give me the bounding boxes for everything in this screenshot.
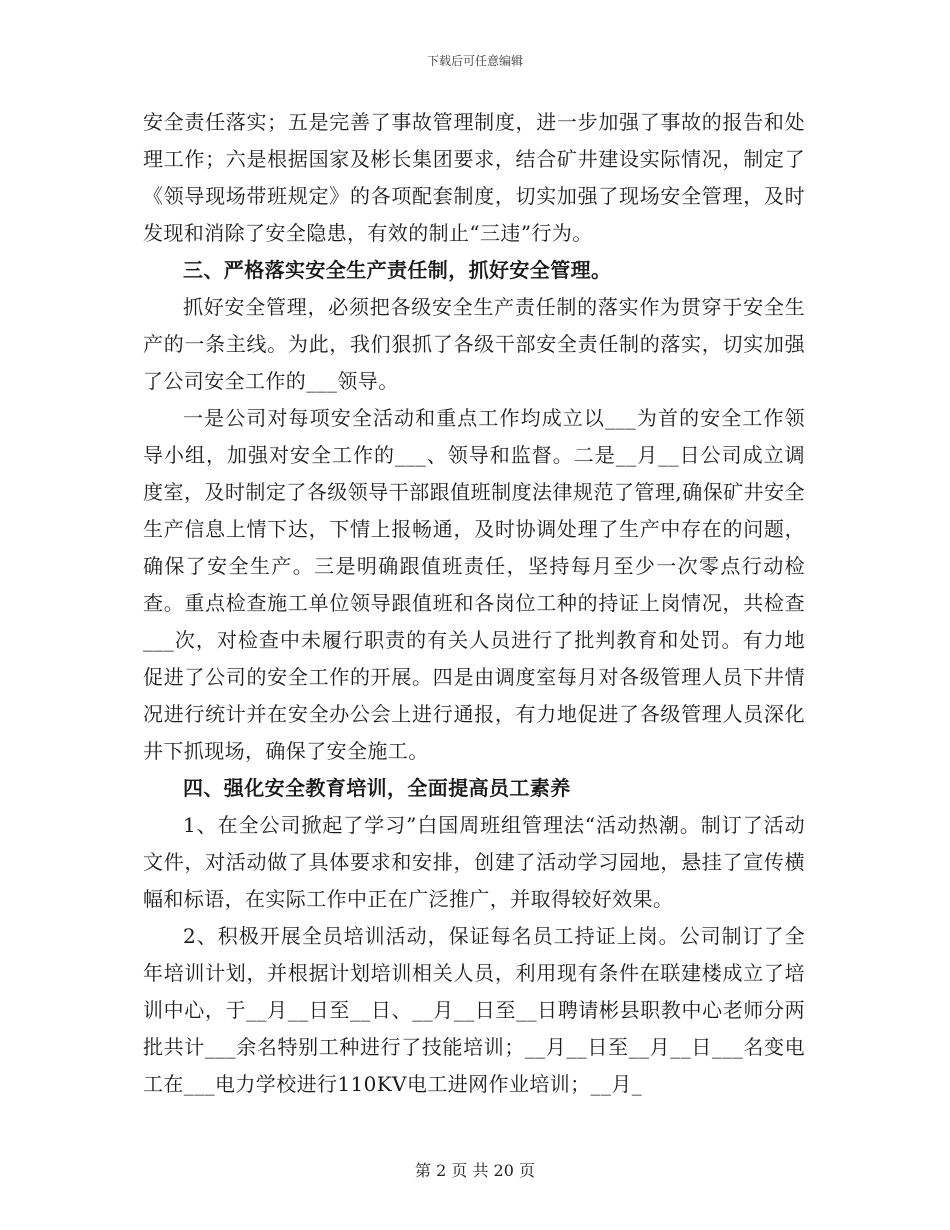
paragraph-section-3-body: 一是公司对每项安全活动和重点工作均成立以___为首的安全工作领导小组，加强对安全工作的___、领导和监督。二是__月__日公司成立调度室，及时制定了各级领导干部跟值班制度法律规范了管理,确保矿井安全生产信息上情下达，下情上报畅通，及时协调处理了生产中存在的问题，确保了安全生产。三是明确跟值班责任，坚持每月至少一次零点行动检查。重点检查施工单位领导跟值班和各岗位工种的持证上岗情况，共检查___次，对检查中未履行职责的有关人员进行了批判教育和处罚。有力地促进了公司的安全工作的开展。四是由调度室每月对各级管理人员下井情况进行统计并在安全办公会上进行通报，有力地促进了各级管理人员深化井下抓现场，确保了安全施工。 <box>143 406 805 763</box>
section-heading-3: 三、严格落实安全生产责任制，抓好安全管理。 <box>183 258 612 282</box>
paragraph-section-4-item-1: 1、在全公司掀起了学习”白国周班组管理法“活动热潮。制订了活动文件，对活动做了具体要求和安排，创建了活动学习园地，悬挂了宣传横幅和标语，在实际工作中正在广泛推广，并取得较好效果。 <box>143 813 805 911</box>
paragraph-section-4-item-2: 2、积极开展全员培训活动，保证每名员工持证上岗。公司制订了全年培训计划，并根据计划培训相关人员，利用现有条件在联建楼成立了培训中心，于__月__日至__日、__月__日至__日聘请彬县职教中心老师分两批共计___余名特别工种进行了技能培训；__月__日至__月__日___名变电工在___电力学校进行110KV电工进网作业培训；__月_ <box>143 924 805 1096</box>
document-body <box>143 104 805 1103</box>
page-header-note: 下载后可任意编辑 <box>426 54 523 68</box>
paragraph-continuation: 安全责任落实；五是完善了事故管理制度，进一步加强了事故的报告和处理工作；六是根据国家及彬长集团要求，结合矿井建设实际情况，制定了《领导现场带班规定》的各项配套制度，切实加强了现场安全管理，及时发现和消除了安全隐患，有效的制止“三违”行为。 <box>143 110 805 245</box>
page-footer-number: 第 2 页 共 20 页 <box>415 1161 535 1180</box>
paragraph-section-3-intro: 抓好安全管理，必须把各级安全生产责任制的落实作为贯穿于安全生产的一条主线。为此，我们狠抓了各级干部安全责任制的落实，切实加强了公司安全工作的___领导。 <box>143 295 805 393</box>
section-heading-4: 四、强化安全教育培训，全面提高员工素养 <box>183 776 571 800</box>
